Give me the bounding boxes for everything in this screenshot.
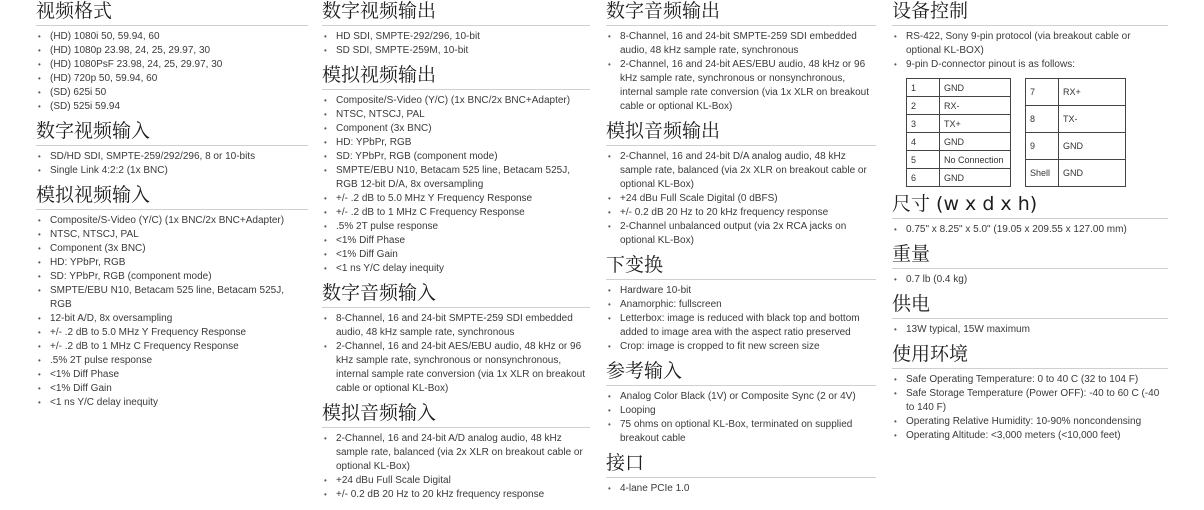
spec-item: • +/- .2 dB to 5.0 MHz Y Frequency Response (36, 326, 308, 340)
pin-number: Shell (1026, 160, 1059, 187)
spec-list (606, 284, 876, 354)
spec-item: • +/- .2 dB to 5.0 MHz Y Frequency Response (322, 192, 590, 206)
spec-list (322, 432, 590, 502)
section-digital-audio-output (606, 0, 876, 114)
spec-list (892, 323, 1168, 337)
section-title: 使用环境 (892, 343, 1168, 369)
pin-signal: GND (1059, 133, 1126, 160)
spec-item: • <1% Diff Phase (322, 234, 590, 248)
spec-item: • Letterbox: image is reduced with black top and bottom added to image area with the aspect ratio preserved (606, 312, 876, 340)
section-digital-video-output (322, 0, 590, 58)
spec-item: • +/- .2 dB to 1 MHz C Frequency Response (322, 206, 590, 220)
pinout-tables (906, 78, 1168, 187)
spec-item: • 9-pin D-connector pinout is as follows: (892, 58, 1168, 72)
column-1 (36, 0, 308, 416)
section-digital-video-input (36, 120, 308, 178)
section-video-formats (36, 0, 308, 114)
spec-list (36, 30, 308, 114)
section-downconversion (606, 254, 876, 354)
spec-list (322, 94, 590, 276)
section-analog-video-input (36, 184, 308, 410)
spec-item: • NTSC, NTSCJ, PAL (36, 228, 308, 242)
spec-item: • SMPTE/EBU N10, Betacam 525 line, Betacam 525J, RGB 12-bit D/A, 8x oversampling (322, 164, 590, 192)
section-power (892, 293, 1168, 337)
pin-number: 5 (907, 151, 940, 169)
spec-item: • (HD) 1080i 50, 59.94, 60 (36, 30, 308, 44)
pin-signal: GND (940, 133, 1011, 151)
spec-item: • 4-lane PCIe 1.0 (606, 482, 876, 496)
section-title: 视频格式 (36, 0, 308, 26)
section-analog-video-output (322, 64, 590, 276)
spec-item: • Operating Altitude: <3,000 meters (<10,000 feet) (892, 429, 1168, 443)
section-title: 数字视频输出 (322, 0, 590, 26)
spec-item: • Anamorphic: fullscreen (606, 298, 876, 312)
spec-item: • (HD) 720p 50, 59.94, 60 (36, 72, 308, 86)
pin-number: 1 (907, 79, 940, 97)
section-title: 接口 (606, 452, 876, 478)
section-title: 供电 (892, 293, 1168, 319)
spec-item: • Operating Relative Humidity: 10-90% noncondensing (892, 415, 1168, 429)
pinout-row (907, 79, 1011, 97)
spec-list (36, 150, 308, 178)
spec-item: • RS-422, Sony 9-pin protocol (via breakout cable or optional KL-BOX) (892, 30, 1168, 58)
pin-number: 3 (907, 115, 940, 133)
spec-item: • (SD) 525i 59.94 (36, 100, 308, 114)
spec-item: • 12-bit A/D, 8x oversampling (36, 312, 308, 326)
pin-signal: GND (940, 169, 1011, 187)
section-title: 参考输入 (606, 360, 876, 386)
section-digital-audio-input (322, 282, 590, 396)
spec-item: • HD SDI, SMPTE-292/296, 10-bit (322, 30, 590, 44)
section-environment (892, 343, 1168, 443)
spec-item: • <1 ns Y/C delay inequity (36, 396, 308, 410)
pin-signal: No Connection (940, 151, 1011, 169)
spec-item: • 2-Channel, 16 and 24-bit AES/EBU audio, 48 kHz or 96 kHz sample rate, synchronous or nonsynchronous, internal sample rate conversion (via 1x XLR on breakout cable or optional KL-Box) (322, 340, 590, 396)
section-device-control (892, 0, 1168, 72)
spec-item: • Crop: image is cropped to fit new screen size (606, 340, 876, 354)
section-title: 模拟视频输出 (322, 64, 590, 90)
spec-item: • 2-Channel unbalanced output (via 2x RCA jacks on optional KL-Box) (606, 220, 876, 248)
spec-list (892, 273, 1168, 287)
spec-item: • NTSC, NTSCJ, PAL (322, 108, 590, 122)
spec-item: • +/- 0.2 dB 20 Hz to 20 kHz frequency response (606, 206, 876, 220)
spec-item: • 2-Channel, 16 and 24-bit A/D analog audio, 48 kHz sample rate, balanced (via 2x XLR on breakout cable or optional KL-Box) (322, 432, 590, 474)
pinout-row (907, 151, 1011, 169)
spec-item: • Hardware 10-bit (606, 284, 876, 298)
section-title: 设备控制 (892, 0, 1168, 26)
pinout-row (907, 115, 1011, 133)
pin-signal: TX- (1059, 106, 1126, 133)
spec-item: • Analog Color Black (1V) or Composite Sync (2 or 4V) (606, 390, 876, 404)
pin-number: 4 (907, 133, 940, 151)
spec-list (892, 373, 1168, 443)
section-analog-audio-input (322, 402, 590, 502)
spec-item: • <1% Diff Gain (36, 382, 308, 396)
spec-item: • Safe Storage Temperature (Power OFF): -40 to 60 C (-40 to 140 F) (892, 387, 1168, 415)
spec-item: • (SD) 625i 50 (36, 86, 308, 100)
pin-number: 6 (907, 169, 940, 187)
spec-item: • Composite/S-Video (Y/C) (1x BNC/2x BNC+Adapter) (322, 94, 590, 108)
spec-list (606, 30, 876, 114)
pin-signal: TX+ (940, 115, 1011, 133)
spec-item: • 2-Channel, 16 and 24-bit D/A analog audio, 48 kHz sample rate, balanced (via 2x XLR on breakout cable or optional KL-Box) (606, 150, 876, 192)
section-title: 下变换 (606, 254, 876, 280)
section-title: 重量 (892, 243, 1168, 269)
spec-item: • Component (3x BNC) (322, 122, 590, 136)
pin-signal: RX+ (1059, 79, 1126, 106)
spec-item: • <1% Diff Gain (322, 248, 590, 262)
pin-number: 9 (1026, 133, 1059, 160)
section-interface (606, 452, 876, 496)
spec-item: • (HD) 1080PsF 23.98, 24, 25, 29.97, 30 (36, 58, 308, 72)
pinout-table-left (906, 78, 1011, 187)
section-weight (892, 243, 1168, 287)
pin-signal: GND (1059, 160, 1126, 187)
spec-list (36, 214, 308, 410)
spec-item: • SD/HD SDI, SMPTE-259/292/296, 8 or 10-bits (36, 150, 308, 164)
spec-item: • +/- .2 dB to 1 MHz C Frequency Response (36, 340, 308, 354)
spec-list (322, 30, 590, 58)
spec-item: • 8-Channel, 16 and 24-bit SMPTE-259 SDI embedded audio, 48 kHz sample rate, synchronous (606, 30, 876, 58)
spec-item: • SD: YPbPr, RGB (component mode) (36, 270, 308, 284)
spec-list (606, 150, 876, 248)
pinout-row (1026, 160, 1126, 187)
spec-item: • 0.75" x 8.25" x 5.0" (19.05 x 209.55 x 127.00 mm) (892, 223, 1168, 237)
section-title: 模拟音频输出 (606, 120, 876, 146)
spec-list (892, 30, 1168, 72)
column-3 (606, 0, 876, 502)
pinout-row (1026, 133, 1126, 160)
spec-item: • HD: YPbPr, RGB (36, 256, 308, 270)
pinout-row (907, 97, 1011, 115)
section-title: 尺寸 (w x d x h) (892, 193, 1168, 219)
spec-list (606, 482, 876, 496)
spec-item: • 13W typical, 15W maximum (892, 323, 1168, 337)
spec-item: • .5% 2T pulse response (322, 220, 590, 234)
pin-signal: GND (940, 79, 1011, 97)
spec-item: • 75 ohms on optional KL-Box, terminated on supplied breakout cable (606, 418, 876, 446)
section-title: 模拟视频输入 (36, 184, 308, 210)
pinout-row (1026, 106, 1126, 133)
spec-item: • SMPTE/EBU N10, Betacam 525 line, Betacam 525J, RGB (36, 284, 308, 312)
spec-item: • (HD) 1080p 23.98, 24, 25, 29.97, 30 (36, 44, 308, 58)
column-4 (892, 0, 1168, 449)
pin-number: 7 (1026, 79, 1059, 106)
spec-item: • 2-Channel, 16 and 24-bit AES/EBU audio, 48 kHz or 96 kHz sample rate, synchronous or nonsynchronous, internal sample rate conversion (via 1x XLR on breakout cable or optional KL-Box) (606, 58, 876, 114)
spec-item: • Single Link 4:2:2 (1x BNC) (36, 164, 308, 178)
spec-item: • Safe Operating Temperature: 0 to 40 C (32 to 104 F) (892, 373, 1168, 387)
section-title: 数字音频输入 (322, 282, 590, 308)
spec-item: • SD: YPbPr, RGB (component mode) (322, 150, 590, 164)
pin-number: 8 (1026, 106, 1059, 133)
spec-item: • Composite/S-Video (Y/C) (1x BNC/2x BNC+Adapter) (36, 214, 308, 228)
section-title: 数字音频输出 (606, 0, 876, 26)
spec-item: • 0.7 lb (0.4 kg) (892, 273, 1168, 287)
spec-item: • +24 dBu Full Scale Digital (0 dBFS) (606, 192, 876, 206)
section-title: 数字视频输入 (36, 120, 308, 146)
spec-item: • 8-Channel, 16 and 24-bit SMPTE-259 SDI embedded audio, 48 kHz sample rate, synchronous (322, 312, 590, 340)
spec-item: • +24 dBu Full Scale Digital (322, 474, 590, 488)
spec-list (606, 390, 876, 446)
column-2 (322, 0, 590, 508)
spec-item: • HD: YPbPr, RGB (322, 136, 590, 150)
spec-item: • <1% Diff Phase (36, 368, 308, 382)
pin-number: 2 (907, 97, 940, 115)
spec-item: • <1 ns Y/C delay inequity (322, 262, 590, 276)
spec-list (322, 312, 590, 396)
spec-item: • Looping (606, 404, 876, 418)
pinout-row (907, 169, 1011, 187)
pin-signal: RX- (940, 97, 1011, 115)
spec-item: • .5% 2T pulse response (36, 354, 308, 368)
section-reference-input (606, 360, 876, 446)
pinout-table-right (1025, 78, 1126, 187)
section-dimensions (892, 193, 1168, 237)
spec-item: • SD SDI, SMPTE-259M, 10-bit (322, 44, 590, 58)
spec-list (892, 223, 1168, 237)
pinout-row (907, 133, 1011, 151)
pinout-row (1026, 79, 1126, 106)
spec-item: • Component (3x BNC) (36, 242, 308, 256)
section-title: 模拟音频输入 (322, 402, 590, 428)
section-analog-audio-output (606, 120, 876, 248)
spec-item: • +/- 0.2 dB 20 Hz to 20 kHz frequency response (322, 488, 590, 502)
